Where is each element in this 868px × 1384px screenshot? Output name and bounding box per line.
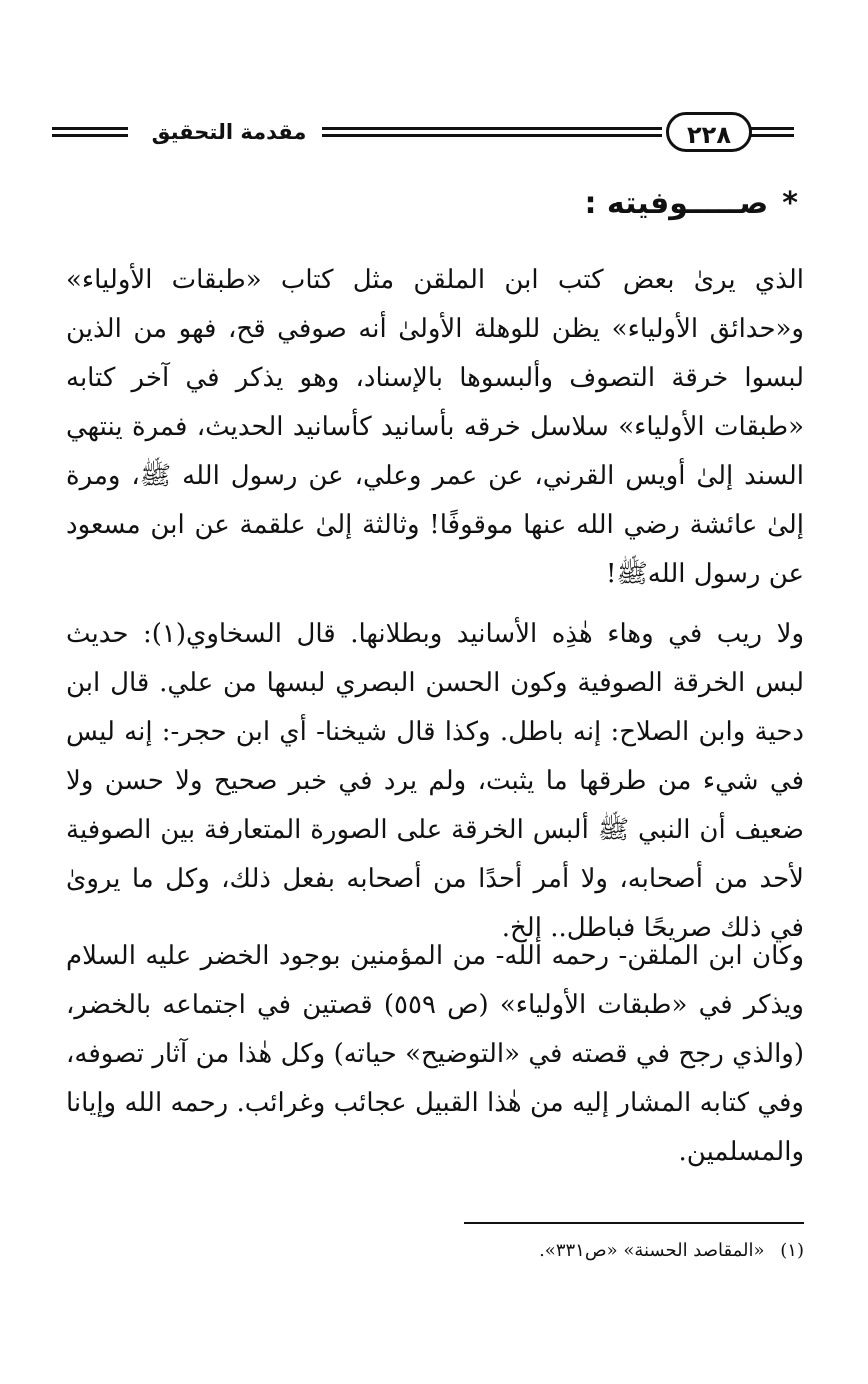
header-rule-middle bbox=[322, 122, 662, 142]
running-title: مقدمة التحقيق bbox=[151, 120, 307, 144]
footnote-divider bbox=[464, 1222, 804, 1224]
footnote-text: «المقاصد الحسنة» «ص٣٣١». bbox=[539, 1240, 765, 1261]
asterisk-icon: * bbox=[782, 186, 798, 221]
page-number: ٢٢٨ bbox=[666, 112, 752, 152]
footnote bbox=[64, 1236, 804, 1266]
header-rule-right bbox=[750, 122, 794, 142]
section-heading bbox=[584, 182, 798, 226]
page-header bbox=[52, 108, 794, 160]
section-heading-text: صـــــوفيته : bbox=[584, 186, 769, 221]
paragraph-1 bbox=[66, 256, 804, 599]
paragraph-3 bbox=[66, 932, 804, 1177]
footnote-number: (١) bbox=[780, 1240, 804, 1261]
paragraph-text: ولا ريب في وهاء هٰذِه الأسانيد وبطلانها. قال السخاوي(١): حديث لبس الخرقة الصوفية وكون الحسن البصري لبسها من علي. قال ابن دحية وابن الصلاح: إنه باطل. وكذا قال شيخنا- أي ابن حجر-: إنه ليس في شيء من طرقها ما يثبت، ولم يرد في خبر صحيح ولا حسن ولا ضعيف أن النبي ﷺ ألبس الخرقة على الصورة المتعارفة بين الصوفية لأحد من أصحابه، ولا أمر أحدًا من أصحابه بفعل ذلك، وكل ما يروىٰ في ذلك صريحًا فباطل.. إلخ. bbox=[66, 619, 805, 943]
paragraph-text: الذي يرىٰ بعض كتب ابن الملقن مثل كتاب «طبقات الأولياء» و«حدائق الأولياء» يظن للوهلة الأولىٰ أنه صوفي قح، فهو من الذين لبسوا خرقة التصوف وألبسوها بالإسناد، وهو يذكر في آخر كتابه «طبقات الأولياء» سلاسل خرقه بأسانيد كأسانيد الحديث، فمرة ينتهي السند إلىٰ أويس القرني، عن عمر وعلي، عن رسول الله ﷺ، ومرة إلىٰ عائشة رضي الله عنها موقوفًا! وثالثة إلىٰ علقمة عن ابن مسعود عن رسول اللهﷺ! bbox=[66, 265, 804, 589]
paragraph-text: وكان ابن الملقن- رحمه الله- من المؤمنين بوجود الخضر عليه السلام ويذكر في «طبقات الأولياء» (ص ٥٥٩) قصتين في اجتماعه بالخضر، (والذي رجح في قصته في «التوضيح» حياته) وكل هٰذا من آثار تصوفه، وفي كتابه المشار إليه من هٰذا القبيل عجائب وغرائب. رحمه الله وإيانا والمسلمين. bbox=[66, 941, 804, 1167]
paragraph-2 bbox=[66, 610, 804, 953]
header-rule-left bbox=[52, 122, 128, 142]
